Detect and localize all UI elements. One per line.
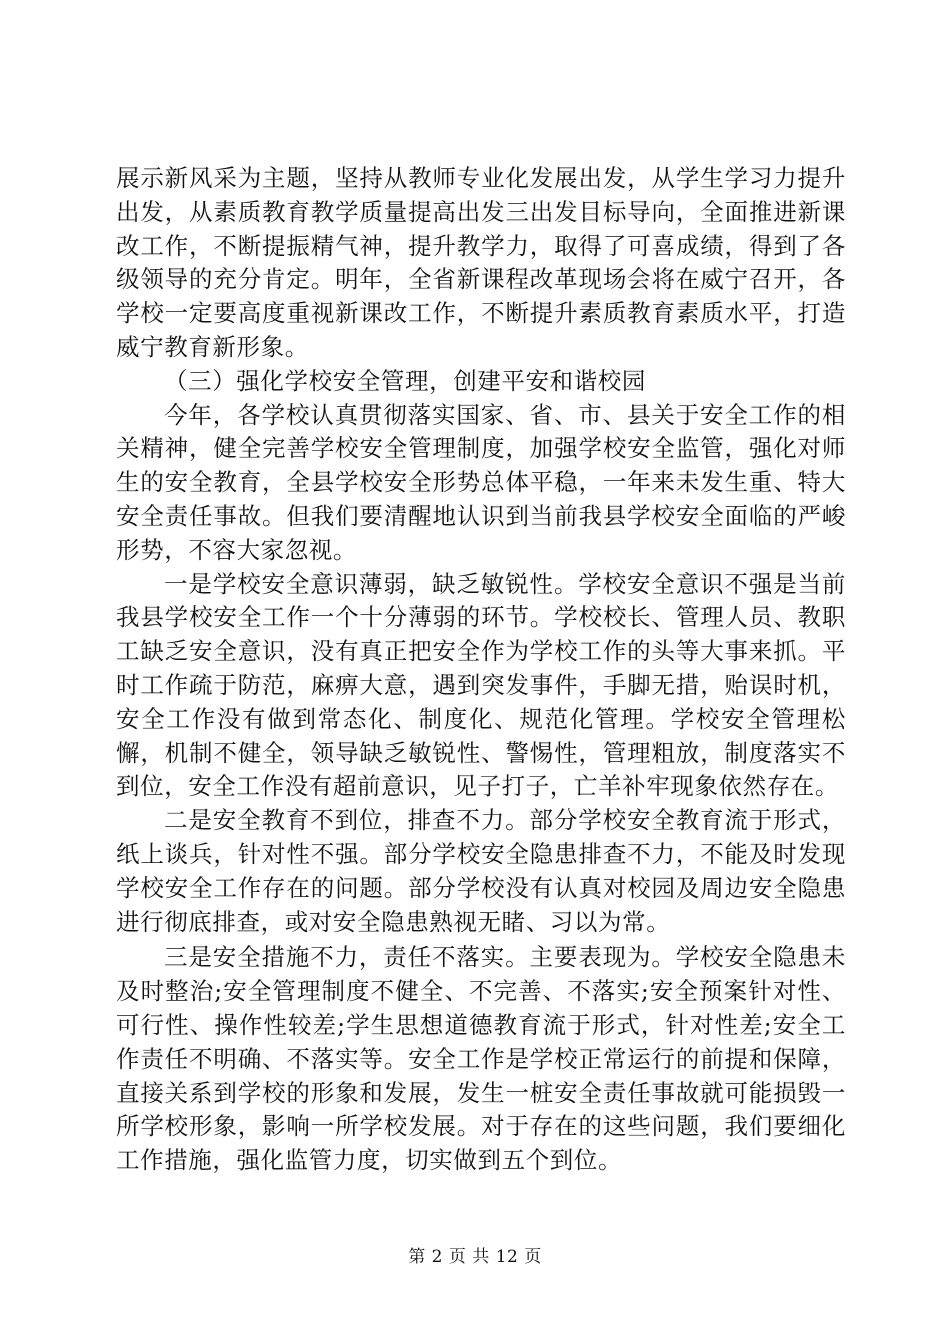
section-heading: （三）强化学校安全管理，创建平安和谐校园	[164, 366, 646, 395]
paragraph-intro-continuation: 展示新风采为主题，坚持从教师专业化发展出发，从学生学习力提升出发，从素质教育教学质量提高出发三出发目标导向，全面推进新课改工作，不断提振精气神，提升教学力，取得了可喜成绩，得到了各级领导的充分肯定。明年，全省新课程改革现场会将在威宁召开，各学校一定要高度重视新课改工作，不断提升素质教育素质水平，打造威宁教育新形象。	[116, 164, 846, 361]
paragraph-point-three: 三是安全措施不力，责任不落实。主要表现为。学校安全隐患未及时整治;安全管理制度不健全、不完善、不落实;安全预案针对性、可行性、操作性较差;学生思想道德教育流于形式，针对性差;安全工作责任不明确、不落实等。安全工作是学校正常运行的前提和保障，直接关系到学校的形象和发展，发生一桩安全责任事故就可能损毁一所学校形象，影响一所学校发展。对于存在的这些问题，我们要细化工作措施，强化监管力度，切实做到五个到位。	[116, 943, 846, 1175]
paragraph-safety-overview: 今年，各学校认真贯彻落实国家、省、市、县关于安全工作的相关精神，健全完善学校安全管理制度，加强学校安全监管，强化对师生的安全教育，全县学校安全形势总体平稳，一年来未发生重、特大安全责任事故。但我们要清醒地认识到当前我县学校安全面临的严峻形势，不容大家忽视。	[116, 400, 846, 564]
page-number-label: 第 2 页 共 12 页	[408, 1247, 542, 1267]
paragraph-point-one: 一是学校安全意识薄弱，缺乏敏锐性。学校安全意识不强是当前我县学校安全工作一个十分薄弱的环节。学校校长、管理人员、教职工缺乏安全意识，没有真正把安全作为学校工作的头等大事来抓。平时工作疏于防范，麻痹大意，遇到突发事件，手脚无措，贻误时机，安全工作没有做到常态化、制度化、规范化管理。学校安全管理松懈，机制不健全，领导缺乏敏锐性、警惕性，管理粗放，制度落实不到位，安全工作没有超前意识，见子打子，亡羊补牢现象依然存在。	[116, 569, 846, 801]
page-footer	[0, 1242, 950, 1267]
paragraph-point-two: 二是安全教育不到位，排查不力。部分学校安全教育流于形式，纸上谈兵，针对性不强。部分学校安全隐患排查不力，不能及时发现学校安全工作存在的问题。部分学校没有认真对校园及周边安全隐患进行彻底排查，或对安全隐患熟视无睹、习以为常。	[116, 806, 846, 936]
document-body	[116, 162, 846, 1178]
